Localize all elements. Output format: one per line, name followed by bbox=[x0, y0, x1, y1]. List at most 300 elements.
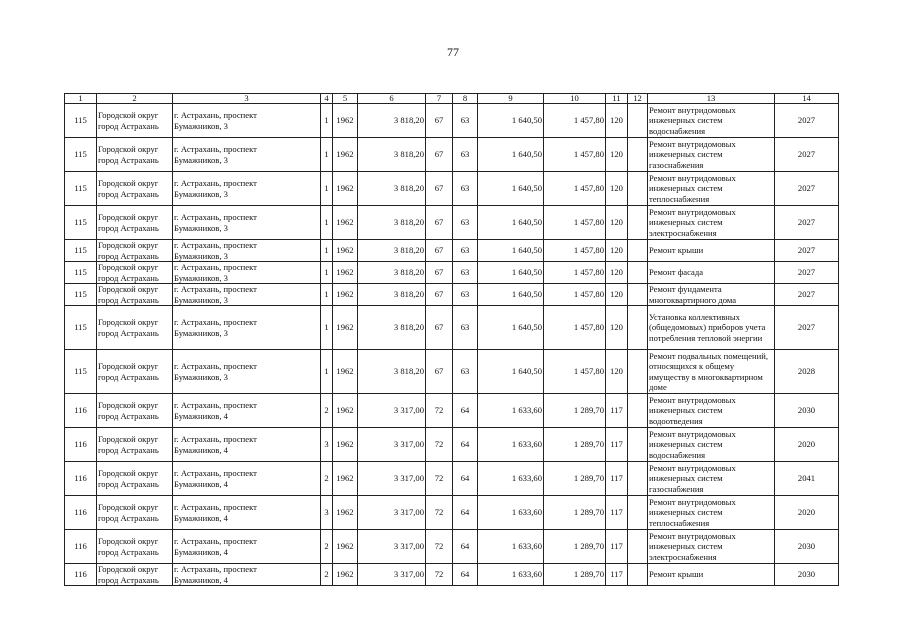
cell-work-type: Ремонт внутридомовых инженерных систем газоснабжения bbox=[648, 138, 775, 172]
cell-address bbox=[173, 284, 321, 306]
cell-address bbox=[173, 104, 321, 138]
col-header-1: 1 bbox=[65, 94, 97, 104]
cell-plan-year: 2020 bbox=[775, 496, 839, 530]
cell-col7: 67 bbox=[426, 206, 453, 240]
cell-address bbox=[173, 462, 321, 496]
cell-col9: 1 633,60 bbox=[478, 564, 544, 586]
cell-col12 bbox=[628, 496, 648, 530]
cell-area-total: 3 818,20 bbox=[358, 206, 426, 240]
cell-address-line1: г. Астрахань, проспект bbox=[174, 502, 257, 513]
cell-work-type: Ремонт крыши bbox=[648, 564, 775, 586]
cell-col11: 117 bbox=[606, 530, 628, 564]
cell-col11: 117 bbox=[606, 462, 628, 496]
table-row bbox=[65, 496, 839, 530]
cell-col7: 72 bbox=[426, 564, 453, 586]
cell-municipality-line1: Городской округ bbox=[98, 400, 159, 411]
col-header-6: 6 bbox=[358, 94, 426, 104]
cell-col10: 1 289,70 bbox=[544, 564, 606, 586]
table-row bbox=[65, 172, 839, 206]
table-row bbox=[65, 284, 839, 306]
cell-year: 1962 bbox=[333, 428, 358, 462]
cell-address-line1: г. Астрахань, проспект bbox=[174, 178, 257, 189]
cell-municipality-line2: город Астрахань bbox=[98, 574, 159, 585]
cell-col8: 63 bbox=[453, 172, 478, 206]
cell-index: 115 bbox=[65, 206, 97, 240]
table-row bbox=[65, 240, 839, 262]
cell-year: 1962 bbox=[333, 206, 358, 240]
cell-municipality-line2: город Астрахань bbox=[98, 272, 159, 283]
cell-municipality-line1: Городской округ bbox=[98, 262, 159, 273]
cell-municipality-line1: Городской округ bbox=[98, 178, 159, 189]
cell-municipality-line1: Городской округ bbox=[98, 144, 159, 155]
cell-col7: 67 bbox=[426, 138, 453, 172]
cell-work-type: Ремонт внутридомовых инженерных систем электроснабжения bbox=[648, 206, 775, 240]
cell-area-total: 3 317,00 bbox=[358, 530, 426, 564]
cell-address-line1: г. Астрахань, проспект bbox=[174, 400, 257, 411]
cell-plan-year: 2028 bbox=[775, 350, 839, 394]
cell-col11: 117 bbox=[606, 428, 628, 462]
cell-col8: 63 bbox=[453, 206, 478, 240]
cell-area-total: 3 818,20 bbox=[358, 104, 426, 138]
cell-year: 1962 bbox=[333, 462, 358, 496]
cell-col4: 2 bbox=[321, 462, 333, 496]
cell-address-line1: г. Астрахань, проспект bbox=[174, 212, 257, 223]
cell-address-line1: г. Астрахань, проспект bbox=[174, 361, 257, 372]
cell-address-line2: Бумажников, 3 bbox=[174, 250, 228, 261]
cell-col11: 117 bbox=[606, 496, 628, 530]
cell-address-line2: Бумажников, 3 bbox=[174, 154, 228, 165]
cell-work-type: Ремонт внутридомовых инженерных систем электроснабжения bbox=[648, 530, 775, 564]
cell-col7: 72 bbox=[426, 428, 453, 462]
cell-col12 bbox=[628, 138, 648, 172]
cell-address-line1: г. Астрахань, проспект bbox=[174, 110, 257, 121]
cell-municipality-line1: Городской округ bbox=[98, 284, 159, 295]
cell-index: 116 bbox=[65, 394, 97, 428]
cell-municipality bbox=[97, 284, 173, 306]
col-header-7: 7 bbox=[426, 94, 453, 104]
cell-col7: 67 bbox=[426, 240, 453, 262]
cell-col9: 1 640,50 bbox=[478, 262, 544, 284]
cell-municipality bbox=[97, 172, 173, 206]
cell-col11: 120 bbox=[606, 206, 628, 240]
cell-index: 116 bbox=[65, 530, 97, 564]
cell-col12 bbox=[628, 530, 648, 564]
cell-address-line1: г. Астрахань, проспект bbox=[174, 284, 257, 295]
cell-area-total: 3 818,20 bbox=[358, 350, 426, 394]
cell-municipality-line1: Городской округ bbox=[98, 110, 159, 121]
cell-col11: 120 bbox=[606, 138, 628, 172]
cell-address-line1: г. Астрахань, проспект bbox=[174, 144, 257, 155]
table-row bbox=[65, 306, 839, 350]
cell-year: 1962 bbox=[333, 530, 358, 564]
cell-col11: 120 bbox=[606, 172, 628, 206]
cell-municipality-line2: город Астрахань bbox=[98, 371, 159, 382]
cell-year: 1962 bbox=[333, 138, 358, 172]
cell-plan-year: 2027 bbox=[775, 206, 839, 240]
cell-col4: 3 bbox=[321, 496, 333, 530]
cell-municipality bbox=[97, 206, 173, 240]
cell-area-total: 3 818,20 bbox=[358, 284, 426, 306]
cell-work-type: Ремонт внутридомовых инженерных систем теплоснабжения bbox=[648, 496, 775, 530]
cell-area-total: 3 818,20 bbox=[358, 262, 426, 284]
cell-municipality bbox=[97, 306, 173, 350]
cell-plan-year: 2030 bbox=[775, 530, 839, 564]
cell-col10: 1 289,70 bbox=[544, 496, 606, 530]
cell-municipality-line2: город Астрахань bbox=[98, 154, 159, 165]
cell-col11: 117 bbox=[606, 394, 628, 428]
cell-address-line1: г. Астрахань, проспект bbox=[174, 317, 257, 328]
cell-col12 bbox=[628, 428, 648, 462]
cell-address-line1: г. Астрахань, проспект bbox=[174, 536, 257, 547]
table-row bbox=[65, 350, 839, 394]
cell-address bbox=[173, 262, 321, 284]
cell-col4: 1 bbox=[321, 284, 333, 306]
cell-municipality-line1: Городской округ bbox=[98, 536, 159, 547]
cell-col10: 1 457,80 bbox=[544, 350, 606, 394]
cell-col11: 120 bbox=[606, 240, 628, 262]
cell-work-type: Ремонт подвальных помещений, относящихся к общему имуществу в многоквартирном доме bbox=[648, 350, 775, 394]
cell-plan-year: 2030 bbox=[775, 564, 839, 586]
cell-col12 bbox=[628, 206, 648, 240]
cell-work-type: Установка коллективных (общедомовых) приборов учета потребления тепловой энергии bbox=[648, 306, 775, 350]
cell-year: 1962 bbox=[333, 496, 358, 530]
cell-address bbox=[173, 428, 321, 462]
cell-address-line2: Бумажников, 3 bbox=[174, 272, 228, 283]
cell-municipality bbox=[97, 462, 173, 496]
col-header-5: 5 bbox=[333, 94, 358, 104]
cell-col8: 64 bbox=[453, 564, 478, 586]
cell-index: 115 bbox=[65, 284, 97, 306]
cell-col4: 1 bbox=[321, 350, 333, 394]
cell-col9: 1 640,50 bbox=[478, 172, 544, 206]
cell-col4: 1 bbox=[321, 262, 333, 284]
cell-col11: 117 bbox=[606, 564, 628, 586]
cell-year: 1962 bbox=[333, 172, 358, 206]
cell-col10: 1 457,80 bbox=[544, 284, 606, 306]
cell-address-line2: Бумажников, 4 bbox=[174, 512, 228, 523]
cell-col9: 1 640,50 bbox=[478, 240, 544, 262]
cell-index: 115 bbox=[65, 350, 97, 394]
col-header-11: 11 bbox=[606, 94, 628, 104]
cell-col8: 64 bbox=[453, 530, 478, 564]
cell-address-line2: Бумажников, 3 bbox=[174, 294, 228, 305]
cell-col10: 1 289,70 bbox=[544, 462, 606, 496]
cell-col8: 63 bbox=[453, 240, 478, 262]
cell-address bbox=[173, 564, 321, 586]
cell-address-line2: Бумажников, 3 bbox=[174, 371, 228, 382]
cell-address-line2: Бумажников, 3 bbox=[174, 222, 228, 233]
table-row bbox=[65, 104, 839, 138]
cell-municipality bbox=[97, 394, 173, 428]
cell-col11: 120 bbox=[606, 306, 628, 350]
cell-address-line2: Бумажников, 3 bbox=[174, 327, 228, 338]
cell-col8: 64 bbox=[453, 394, 478, 428]
cell-work-type: Ремонт крыши bbox=[648, 240, 775, 262]
cell-col9: 1 633,60 bbox=[478, 428, 544, 462]
cell-col7: 72 bbox=[426, 496, 453, 530]
cell-address-line2: Бумажников, 3 bbox=[174, 120, 228, 131]
cell-year: 1962 bbox=[333, 306, 358, 350]
cell-col4: 3 bbox=[321, 428, 333, 462]
cell-col12 bbox=[628, 462, 648, 496]
cell-col7: 72 bbox=[426, 462, 453, 496]
cell-address-line1: г. Астрахань, проспект bbox=[174, 564, 257, 575]
cell-municipality bbox=[97, 428, 173, 462]
cell-col12 bbox=[628, 564, 648, 586]
table-row bbox=[65, 262, 839, 284]
cell-municipality-line1: Городской округ bbox=[98, 434, 159, 445]
table-row bbox=[65, 394, 839, 428]
cell-col4: 1 bbox=[321, 104, 333, 138]
col-header-12: 12 bbox=[628, 94, 648, 104]
cell-address-line1: г. Астрахань, проспект bbox=[174, 240, 257, 251]
cell-col12 bbox=[628, 306, 648, 350]
cell-col11: 120 bbox=[606, 350, 628, 394]
cell-col4: 1 bbox=[321, 206, 333, 240]
cell-municipality bbox=[97, 240, 173, 262]
cell-address-line2: Бумажников, 3 bbox=[174, 188, 228, 199]
cell-municipality bbox=[97, 138, 173, 172]
cell-municipality-line2: город Астрахань bbox=[98, 120, 159, 131]
cell-col9: 1 633,60 bbox=[478, 394, 544, 428]
cell-address-line2: Бумажников, 4 bbox=[174, 410, 228, 421]
cell-plan-year: 2027 bbox=[775, 172, 839, 206]
cell-municipality-line1: Городской округ bbox=[98, 564, 159, 575]
table-row bbox=[65, 530, 839, 564]
cell-address-line2: Бумажников, 4 bbox=[174, 546, 228, 557]
cell-col8: 63 bbox=[453, 262, 478, 284]
cell-col10: 1 289,70 bbox=[544, 530, 606, 564]
cell-area-total: 3 818,20 bbox=[358, 240, 426, 262]
table-row bbox=[65, 138, 839, 172]
cell-col9: 1 633,60 bbox=[478, 462, 544, 496]
cell-address-line1: г. Астрахань, проспект bbox=[174, 468, 257, 479]
cell-col12 bbox=[628, 172, 648, 206]
cell-municipality-line2: город Астрахань bbox=[98, 294, 159, 305]
cell-index: 116 bbox=[65, 564, 97, 586]
table-row bbox=[65, 428, 839, 462]
cell-municipality bbox=[97, 530, 173, 564]
cell-plan-year: 2027 bbox=[775, 306, 839, 350]
cell-year: 1962 bbox=[333, 262, 358, 284]
cell-municipality-line1: Городской округ bbox=[98, 468, 159, 479]
cell-col7: 72 bbox=[426, 530, 453, 564]
cell-col10: 1 457,80 bbox=[544, 104, 606, 138]
cell-area-total: 3 818,20 bbox=[358, 306, 426, 350]
cell-area-total: 3 317,00 bbox=[358, 394, 426, 428]
table-row bbox=[65, 564, 839, 586]
cell-col8: 63 bbox=[453, 350, 478, 394]
cell-plan-year: 2020 bbox=[775, 428, 839, 462]
cell-municipality bbox=[97, 262, 173, 284]
cell-plan-year: 2027 bbox=[775, 138, 839, 172]
cell-municipality-line2: город Астрахань bbox=[98, 327, 159, 338]
page-number: 77 bbox=[447, 45, 459, 59]
cell-col4: 2 bbox=[321, 530, 333, 564]
col-header-8: 8 bbox=[453, 94, 478, 104]
cell-index: 115 bbox=[65, 138, 97, 172]
cell-col10: 1 457,80 bbox=[544, 138, 606, 172]
cell-address bbox=[173, 206, 321, 240]
cell-municipality-line1: Городской округ bbox=[98, 502, 159, 513]
cell-municipality-line2: город Астрахань bbox=[98, 188, 159, 199]
column-number-row bbox=[65, 94, 839, 104]
cell-municipality-line2: город Астрахань bbox=[98, 222, 159, 233]
col-header-13: 13 bbox=[648, 94, 775, 104]
cell-municipality-line1: Городской округ bbox=[98, 317, 159, 328]
cell-col12 bbox=[628, 350, 648, 394]
cell-col9: 1 633,60 bbox=[478, 496, 544, 530]
cell-col4: 2 bbox=[321, 564, 333, 586]
cell-address bbox=[173, 240, 321, 262]
cell-address bbox=[173, 306, 321, 350]
cell-col10: 1 457,80 bbox=[544, 262, 606, 284]
cell-address bbox=[173, 530, 321, 564]
cell-col9: 1 640,50 bbox=[478, 206, 544, 240]
cell-municipality-line2: город Астрахань bbox=[98, 512, 159, 523]
cell-address-line2: Бумажников, 4 bbox=[174, 478, 228, 489]
repair-schedule-table bbox=[64, 93, 839, 586]
cell-plan-year: 2030 bbox=[775, 394, 839, 428]
cell-col10: 1 457,80 bbox=[544, 172, 606, 206]
cell-col12 bbox=[628, 394, 648, 428]
cell-col10: 1 457,80 bbox=[544, 306, 606, 350]
cell-municipality-line2: город Астрахань bbox=[98, 546, 159, 557]
cell-area-total: 3 317,00 bbox=[358, 428, 426, 462]
cell-col8: 64 bbox=[453, 428, 478, 462]
table-row bbox=[65, 462, 839, 496]
cell-address bbox=[173, 172, 321, 206]
cell-address-line2: Бумажников, 4 bbox=[174, 574, 228, 585]
cell-col8: 63 bbox=[453, 138, 478, 172]
cell-work-type: Ремонт внутридомовых инженерных систем водоснабжения bbox=[648, 428, 775, 462]
cell-year: 1962 bbox=[333, 284, 358, 306]
cell-area-total: 3 317,00 bbox=[358, 462, 426, 496]
cell-col7: 67 bbox=[426, 104, 453, 138]
cell-col12 bbox=[628, 240, 648, 262]
cell-index: 116 bbox=[65, 496, 97, 530]
cell-index: 115 bbox=[65, 104, 97, 138]
cell-index: 115 bbox=[65, 240, 97, 262]
cell-index: 115 bbox=[65, 172, 97, 206]
col-header-14: 14 bbox=[775, 94, 839, 104]
cell-col11: 120 bbox=[606, 262, 628, 284]
cell-address bbox=[173, 496, 321, 530]
col-header-3: 3 bbox=[173, 94, 321, 104]
cell-year: 1962 bbox=[333, 394, 358, 428]
cell-area-total: 3 818,20 bbox=[358, 138, 426, 172]
cell-col9: 1 640,50 bbox=[478, 284, 544, 306]
cell-municipality bbox=[97, 350, 173, 394]
cell-col8: 64 bbox=[453, 462, 478, 496]
cell-col7: 72 bbox=[426, 394, 453, 428]
cell-col10: 1 457,80 bbox=[544, 240, 606, 262]
cell-col7: 67 bbox=[426, 284, 453, 306]
cell-col12 bbox=[628, 284, 648, 306]
cell-col8: 64 bbox=[453, 496, 478, 530]
cell-year: 1962 bbox=[333, 564, 358, 586]
cell-work-type: Ремонт внутридомовых инженерных систем газоснабжения bbox=[648, 462, 775, 496]
cell-col9: 1 640,50 bbox=[478, 306, 544, 350]
cell-plan-year: 2027 bbox=[775, 240, 839, 262]
cell-work-type: Ремонт внутридомовых инженерных систем теплоснабжения bbox=[648, 172, 775, 206]
cell-index: 115 bbox=[65, 306, 97, 350]
cell-col4: 1 bbox=[321, 138, 333, 172]
cell-col4: 1 bbox=[321, 240, 333, 262]
cell-municipality-line1: Городской округ bbox=[98, 240, 159, 251]
cell-col4: 2 bbox=[321, 394, 333, 428]
cell-col12 bbox=[628, 262, 648, 284]
cell-col12 bbox=[628, 104, 648, 138]
cell-col9: 1 633,60 bbox=[478, 530, 544, 564]
cell-col10: 1 289,70 bbox=[544, 428, 606, 462]
cell-col9: 1 640,50 bbox=[478, 138, 544, 172]
cell-col8: 63 bbox=[453, 306, 478, 350]
cell-year: 1962 bbox=[333, 350, 358, 394]
cell-address bbox=[173, 394, 321, 428]
cell-municipality bbox=[97, 496, 173, 530]
cell-work-type: Ремонт фасада bbox=[648, 262, 775, 284]
cell-municipality-line2: город Астрахань bbox=[98, 444, 159, 455]
cell-work-type: Ремонт внутридомовых инженерных систем водоотведения bbox=[648, 394, 775, 428]
cell-municipality-line1: Городской округ bbox=[98, 212, 159, 223]
cell-work-type: Ремонт внутридомовых инженерных систем водоснабжения bbox=[648, 104, 775, 138]
cell-area-total: 3 818,20 bbox=[358, 172, 426, 206]
col-header-9: 9 bbox=[478, 94, 544, 104]
cell-address-line1: г. Астрахань, проспект bbox=[174, 262, 257, 273]
cell-index: 116 bbox=[65, 428, 97, 462]
cell-col7: 67 bbox=[426, 262, 453, 284]
cell-municipality-line2: город Астрахань bbox=[98, 410, 159, 421]
cell-address bbox=[173, 350, 321, 394]
cell-year: 1962 bbox=[333, 104, 358, 138]
cell-col7: 67 bbox=[426, 306, 453, 350]
cell-col9: 1 640,50 bbox=[478, 104, 544, 138]
cell-col11: 120 bbox=[606, 284, 628, 306]
cell-col4: 1 bbox=[321, 172, 333, 206]
cell-municipality-line2: город Астрахань bbox=[98, 478, 159, 489]
cell-work-type: Ремонт фундамента многоквартирного дома bbox=[648, 284, 775, 306]
cell-plan-year: 2027 bbox=[775, 262, 839, 284]
cell-index: 116 bbox=[65, 462, 97, 496]
cell-col11: 120 bbox=[606, 104, 628, 138]
cell-area-total: 3 317,00 bbox=[358, 496, 426, 530]
cell-plan-year: 2027 bbox=[775, 104, 839, 138]
col-header-2: 2 bbox=[97, 94, 173, 104]
cell-col10: 1 289,70 bbox=[544, 394, 606, 428]
cell-col9: 1 640,50 bbox=[478, 350, 544, 394]
cell-col10: 1 457,80 bbox=[544, 206, 606, 240]
cell-municipality-line2: город Астрахань bbox=[98, 250, 159, 261]
cell-col8: 63 bbox=[453, 284, 478, 306]
cell-address-line1: г. Астрахань, проспект bbox=[174, 434, 257, 445]
cell-col7: 67 bbox=[426, 350, 453, 394]
cell-municipality bbox=[97, 104, 173, 138]
col-header-4: 4 bbox=[321, 94, 333, 104]
cell-year: 1962 bbox=[333, 240, 358, 262]
cell-municipality bbox=[97, 564, 173, 586]
cell-plan-year: 2041 bbox=[775, 462, 839, 496]
col-header-10: 10 bbox=[544, 94, 606, 104]
cell-address-line2: Бумажников, 4 bbox=[174, 444, 228, 455]
cell-plan-year: 2027 bbox=[775, 284, 839, 306]
cell-col4: 1 bbox=[321, 306, 333, 350]
table-row bbox=[65, 206, 839, 240]
cell-col7: 67 bbox=[426, 172, 453, 206]
cell-col8: 63 bbox=[453, 104, 478, 138]
cell-index: 115 bbox=[65, 262, 97, 284]
cell-area-total: 3 317,00 bbox=[358, 564, 426, 586]
